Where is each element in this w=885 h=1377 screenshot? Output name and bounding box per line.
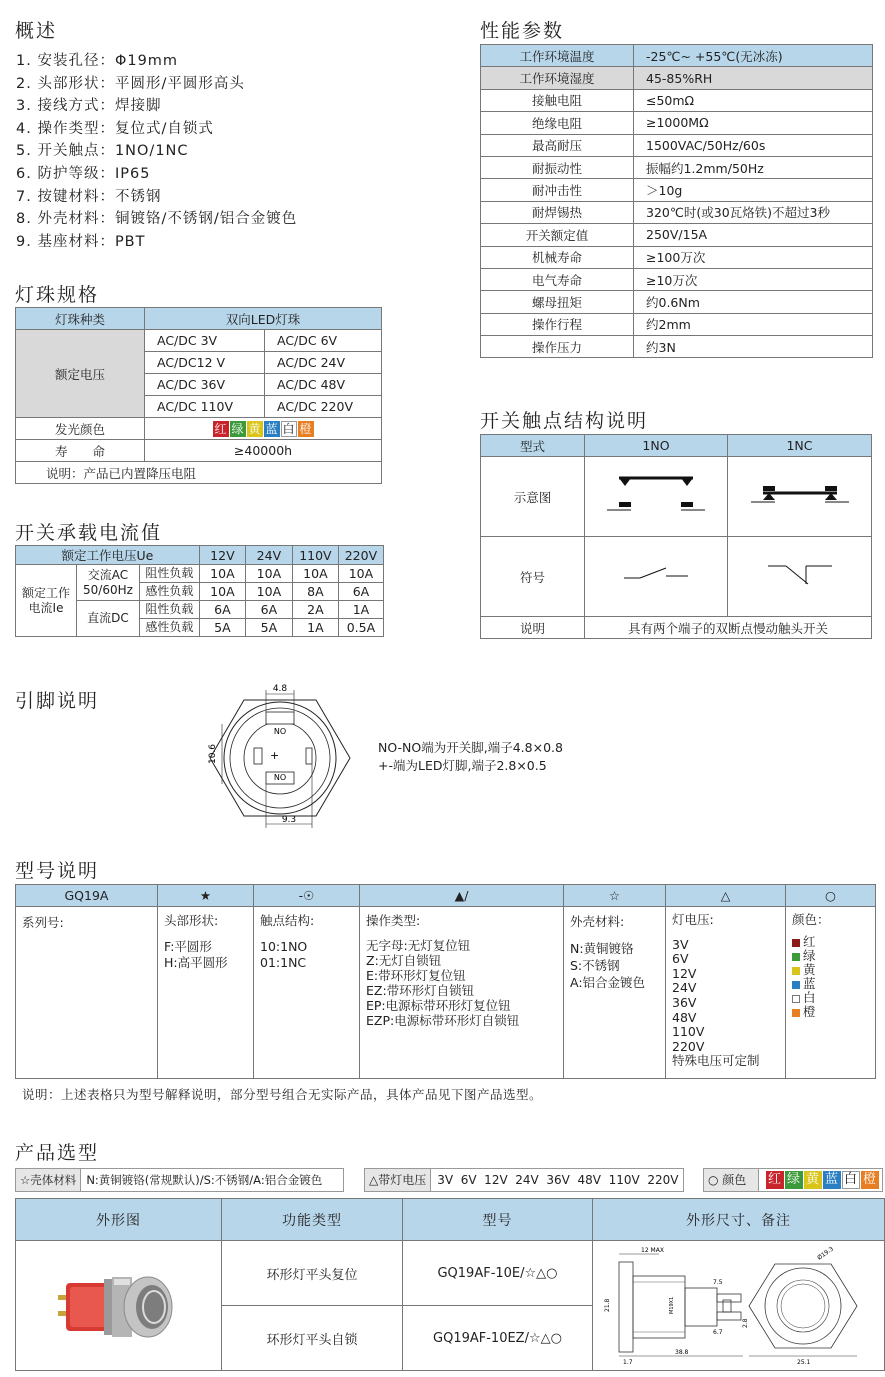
model-color-item: 黄 bbox=[803, 962, 816, 977]
current-cell: 10A bbox=[199, 565, 245, 583]
led-voltage: AC/DC 110V bbox=[145, 396, 265, 418]
model-color-item: 红 bbox=[803, 934, 816, 949]
led-title: 灯珠规格 bbox=[15, 284, 100, 306]
no-diagram bbox=[585, 457, 728, 537]
overview-item: 1. 安装孔径：Φ19mm bbox=[16, 53, 179, 69]
led-voltage: AC/DC 48V bbox=[265, 374, 382, 396]
performance-value: 约3N bbox=[634, 336, 873, 358]
led-table bbox=[15, 307, 382, 484]
model-head: ▲/ bbox=[360, 885, 564, 907]
current-col: 110V bbox=[292, 546, 338, 565]
nc-contact-diagram bbox=[745, 470, 855, 520]
performance-row bbox=[481, 268, 873, 290]
led-type-header: 灯珠种类 bbox=[16, 308, 145, 330]
no-symbol bbox=[585, 537, 728, 617]
voltage-filter-value: 3V 6V 12V 24V 36V 48V 110V 220V bbox=[437, 1173, 679, 1187]
performance-row bbox=[481, 201, 873, 223]
model-head-shape-label: 头部形状: bbox=[164, 913, 219, 928]
contact-title: 开关触点结构说明 bbox=[480, 410, 649, 432]
led-voltage: AC/DC 3V bbox=[145, 330, 265, 352]
model-operation-item: Z:无灯自锁钮 bbox=[366, 953, 442, 968]
dim-193: Ø19.3 bbox=[816, 1245, 835, 1262]
dim-m19: M19X1 bbox=[669, 1296, 675, 1314]
performance-value: ≥10万次 bbox=[634, 268, 873, 290]
color-filter-label: ○ 颜色 bbox=[704, 1169, 759, 1191]
model-head: -☉ bbox=[254, 885, 360, 907]
current-title: 开关承载电流值 bbox=[15, 522, 163, 544]
model-contact-label: 触点结构: bbox=[260, 913, 315, 928]
shell-filter-value: N:黄铜镀铬(常规默认)/S:不锈钢/A:铝合金镀色 bbox=[86, 1173, 323, 1187]
model-operation-item: EZP:电源标带环形灯自锁钮 bbox=[366, 1013, 520, 1028]
product-func: 环形灯平头自锁 bbox=[222, 1306, 403, 1371]
color-chip-red: 红 bbox=[214, 421, 227, 436]
no-contact-diagram bbox=[601, 470, 711, 520]
performance-value: ＞10g bbox=[634, 179, 873, 201]
overview-item: 6. 防护等级：IP65 bbox=[16, 165, 151, 182]
dim-388: 38.8 bbox=[675, 1348, 689, 1356]
led-color-chips bbox=[145, 418, 382, 440]
product-photo bbox=[44, 1249, 194, 1359]
current-ind-label: 感性负载 bbox=[139, 583, 199, 601]
performance-key: 最高耐压 bbox=[481, 134, 634, 156]
performance-value: ≥100万次 bbox=[634, 246, 873, 268]
pin-dim-bottom: 9.3 bbox=[281, 815, 297, 825]
current-cell: 6A bbox=[338, 583, 383, 601]
model-color-item: 绿 bbox=[803, 948, 816, 963]
performance-key: 螺母扭矩 bbox=[481, 291, 634, 313]
current-cell: 0.5A bbox=[338, 619, 383, 637]
selection-title: 产品选型 bbox=[15, 1142, 100, 1164]
current-res-label: 阻性负载 bbox=[139, 565, 199, 583]
performance-value: 约2mm bbox=[634, 313, 873, 335]
current-col: 12V bbox=[199, 546, 245, 565]
performance-row bbox=[481, 89, 873, 111]
product-func: 环形灯平头复位 bbox=[222, 1241, 403, 1306]
model-color-item: 蓝 bbox=[803, 976, 816, 991]
performance-key: 工作环境湿度 bbox=[481, 67, 634, 89]
nc-diagram bbox=[728, 457, 872, 537]
model-color bbox=[786, 907, 876, 1079]
performance-key: 接触电阻 bbox=[481, 89, 634, 111]
overview-list bbox=[16, 50, 297, 253]
current-row-label: 额定工作电流Ie bbox=[16, 565, 77, 637]
performance-row bbox=[481, 156, 873, 178]
performance-value: 振幅约1.2mm/50Hz bbox=[634, 156, 873, 178]
selection-table bbox=[15, 1198, 885, 1371]
pins-title: 引脚说明 bbox=[15, 690, 100, 712]
model-lamp-voltage-item: 3V bbox=[672, 936, 689, 952]
performance-table bbox=[480, 44, 873, 358]
model-lamp-voltage-label: 灯电压: bbox=[672, 912, 714, 927]
performance-value: -25℃~ +55℃(无冰冻) bbox=[634, 45, 873, 67]
overview-item: 4. 操作类型：复位式/自锁式 bbox=[16, 120, 214, 137]
performance-key: 操作压力 bbox=[481, 336, 634, 358]
model-operation-item: 无字母:无灯复位钮 bbox=[366, 938, 471, 953]
current-cell: 10A bbox=[292, 565, 338, 583]
model-operation-item: E:带环形灯复位钮 bbox=[366, 968, 466, 983]
white-dot-icon bbox=[792, 995, 800, 1003]
performance-title: 性能参数 bbox=[480, 20, 565, 42]
contact-nc-header: 1NC bbox=[728, 435, 872, 457]
performance-key: 耐振动性 bbox=[481, 156, 634, 178]
color-chip-red: 红 bbox=[766, 1171, 784, 1189]
model-head: ☆ bbox=[564, 885, 666, 907]
model-lamp-voltage-item: 6V bbox=[672, 951, 689, 967]
contact-no-header: 1NO bbox=[585, 435, 728, 457]
current-res-label: 阻性负载 bbox=[139, 601, 199, 619]
dim-67: 6.7 bbox=[713, 1328, 723, 1336]
pin-dim-top: 4.8 bbox=[272, 684, 288, 694]
voltage-filter bbox=[364, 1168, 684, 1192]
model-head-shape-item: F:平圆形 bbox=[164, 939, 212, 954]
performance-row bbox=[481, 67, 873, 89]
current-cell: 10A bbox=[199, 583, 245, 601]
shell-filter-label: ☆壳体材料 bbox=[16, 1169, 81, 1191]
color-chip-orange: 橙 bbox=[299, 421, 312, 436]
voltage-filter-label: △带灯电压 bbox=[365, 1169, 431, 1191]
model-operation-item: EP:电源标带环形灯复位钮 bbox=[366, 998, 511, 1013]
current-col: 24V bbox=[245, 546, 292, 565]
model-color-item: 白 bbox=[803, 990, 816, 1005]
performance-key: 机械寿命 bbox=[481, 246, 634, 268]
current-cell: 6A bbox=[245, 601, 292, 619]
performance-value: ≥1000MΩ bbox=[634, 112, 873, 134]
model-shell-item: S:不锈钢 bbox=[570, 958, 620, 973]
yellow-dot-icon bbox=[792, 967, 800, 975]
model-contact bbox=[254, 907, 360, 1079]
pin-dim-left: 10.6 bbox=[208, 743, 218, 765]
current-cell: 5A bbox=[199, 619, 245, 637]
model-lamp-voltage-item: 220V bbox=[672, 1038, 705, 1054]
pin-plus: + bbox=[270, 749, 280, 762]
performance-row bbox=[481, 246, 873, 268]
model-operation-item: EZ:带环形灯自锁钮 bbox=[366, 983, 475, 998]
model-note: 说明：上述表格只为型号解释说明，部分型号组合无实际产品，具体产品见下图产品选型。 bbox=[22, 1087, 543, 1102]
model-head: GQ19A bbox=[16, 885, 158, 907]
current-cell: 10A bbox=[338, 565, 383, 583]
performance-key: 电气寿命 bbox=[481, 268, 634, 290]
current-cell: 1A bbox=[292, 619, 338, 637]
model-contact-item: 01:1NC bbox=[260, 955, 307, 970]
overview-title: 概述 bbox=[15, 20, 58, 42]
model-head: ★ bbox=[158, 885, 254, 907]
led-voltage-label: 额定电压 bbox=[16, 330, 145, 418]
led-voltage: AC/DC 24V bbox=[265, 352, 382, 374]
current-ac-label: 交流AC 50/60Hz bbox=[77, 565, 140, 601]
overview-item: 5. 开关触点：1NO/1NC bbox=[16, 143, 189, 160]
nc-symbol-icon bbox=[760, 560, 840, 590]
orange-dot-icon bbox=[792, 1009, 800, 1017]
performance-key: 耐冲击性 bbox=[481, 179, 634, 201]
led-voltage: AC/DC12 V bbox=[145, 352, 265, 374]
led-note: 说明：产品已内置降压电阻 bbox=[16, 462, 382, 484]
model-contact-item: 10:1NO bbox=[260, 939, 308, 954]
color-chip-yellow: 黄 bbox=[248, 421, 261, 436]
led-life-value: ≥40000h bbox=[145, 440, 382, 462]
dim-17: 1.7 bbox=[623, 1358, 633, 1366]
selection-head: 型号 bbox=[403, 1199, 593, 1241]
color-chip-orange: 橙 bbox=[861, 1171, 879, 1189]
model-head-shape bbox=[158, 907, 254, 1079]
model-operation-label: 操作类型: bbox=[366, 913, 421, 928]
contact-note-label: 说明 bbox=[481, 617, 585, 639]
led-voltage: AC/DC 36V bbox=[145, 374, 265, 396]
current-dc-label: 直流DC bbox=[77, 601, 140, 637]
pin-note-line: +-端为LED灯脚,端子2.8×0.5 bbox=[378, 758, 547, 773]
dimension-drawing-cell bbox=[593, 1241, 885, 1371]
model-series-label: 系列号: bbox=[22, 915, 64, 930]
performance-key: 绝缘电阻 bbox=[481, 112, 634, 134]
performance-row bbox=[481, 313, 873, 335]
color-chip-yellow: 黄 bbox=[804, 1171, 822, 1189]
model-lamp-voltage-item: 36V bbox=[672, 994, 697, 1010]
color-filter bbox=[703, 1168, 883, 1192]
performance-value: ≤50mΩ bbox=[634, 89, 873, 111]
selection-head: 功能类型 bbox=[222, 1199, 403, 1241]
performance-value: 约0.6Nm bbox=[634, 291, 873, 313]
red-dot-icon bbox=[792, 939, 800, 947]
pin-diagram bbox=[200, 680, 360, 830]
contact-type-header: 型式 bbox=[481, 435, 585, 457]
model-lamp-voltage-item: 特殊电压可定制 bbox=[672, 1053, 760, 1069]
green-dot-icon bbox=[792, 953, 800, 961]
performance-value: 45-85%RH bbox=[634, 67, 873, 89]
overview-item: 9. 基座材料：PBT bbox=[16, 233, 146, 250]
model-shell-item: N:黄铜镀铬 bbox=[570, 941, 634, 956]
model-lamp-voltage-item: 48V bbox=[672, 1009, 697, 1025]
current-cell: 8A bbox=[292, 583, 338, 601]
model-shell-item: A:铝合金镀色 bbox=[570, 975, 646, 990]
performance-row bbox=[481, 134, 873, 156]
model-series bbox=[16, 907, 158, 1079]
model-title: 型号说明 bbox=[15, 860, 100, 882]
product-photo-cell bbox=[16, 1241, 222, 1371]
color-chip-white: 白 bbox=[282, 421, 295, 436]
performance-row bbox=[481, 45, 873, 67]
performance-row bbox=[481, 336, 873, 358]
overview-item: 7. 按键材料：不锈钢 bbox=[16, 188, 162, 205]
current-cell: 10A bbox=[245, 583, 292, 601]
current-voltage-header: 额定工作电压Ue bbox=[16, 546, 200, 565]
current-ind-label: 感性负载 bbox=[139, 619, 199, 637]
performance-row bbox=[481, 179, 873, 201]
model-lamp-voltage bbox=[666, 907, 786, 1079]
overview-item: 8. 外壳材料：铜镀铬/不锈钢/铝合金镀色 bbox=[16, 211, 298, 228]
performance-value: 250V/15A bbox=[634, 224, 873, 246]
product-model: GQ19AF-10EZ/☆△○ bbox=[403, 1306, 593, 1371]
led-voltage: AC/DC 220V bbox=[265, 396, 382, 418]
led-bidir-header: 双向LED灯珠 bbox=[145, 308, 382, 330]
performance-row bbox=[481, 112, 873, 134]
contact-symbol-label: 符号 bbox=[481, 537, 585, 617]
selection-head: 外形尺寸、备注 bbox=[593, 1199, 885, 1241]
color-chip-green: 绿 bbox=[785, 1171, 803, 1189]
model-color-item: 橙 bbox=[803, 1004, 816, 1019]
pin-no-top: NO bbox=[273, 727, 287, 736]
dim-218: 21.8 bbox=[604, 1298, 611, 1312]
led-voltage: AC/DC 6V bbox=[265, 330, 382, 352]
current-cell: 5A bbox=[245, 619, 292, 637]
dim-12max: 12 MAX bbox=[641, 1246, 664, 1254]
current-cell: 6A bbox=[199, 601, 245, 619]
model-operation bbox=[360, 907, 564, 1079]
product-model: GQ19AF-10E/☆△○ bbox=[403, 1241, 593, 1306]
led-color-label: 发光颜色 bbox=[16, 418, 145, 440]
color-chip-blue: 蓝 bbox=[823, 1171, 841, 1189]
pin-no-bottom: NO bbox=[273, 773, 287, 782]
pin-notes bbox=[378, 739, 563, 775]
color-chip-green: 绿 bbox=[231, 421, 244, 436]
nc-symbol bbox=[728, 537, 872, 617]
selection-head: 外形图 bbox=[16, 1199, 222, 1241]
model-shell-label: 外壳材料: bbox=[570, 914, 625, 929]
model-head-shape-item: H:高平圆形 bbox=[164, 955, 228, 970]
blue-dot-icon bbox=[792, 981, 800, 989]
current-cell: 10A bbox=[245, 565, 292, 583]
shell-filter bbox=[15, 1168, 344, 1192]
model-lamp-voltage-item: 110V bbox=[672, 1024, 705, 1040]
dim-251: 25.1 bbox=[797, 1358, 811, 1366]
performance-key: 工作环境温度 bbox=[481, 45, 634, 67]
no-symbol-icon bbox=[616, 560, 696, 590]
pin-note-line: NO-NO端为开关脚,端子4.8×0.8 bbox=[378, 740, 563, 755]
performance-row bbox=[481, 291, 873, 313]
model-table bbox=[15, 884, 876, 1079]
performance-row bbox=[481, 224, 873, 246]
color-chip-white: 白 bbox=[842, 1171, 860, 1189]
led-life-label: 寿 命 bbox=[16, 440, 145, 462]
overview-item: 3. 接线方式：焊接脚 bbox=[16, 98, 162, 115]
model-head: △ bbox=[666, 885, 786, 907]
current-cell: 2A bbox=[292, 601, 338, 619]
model-lamp-voltage-item: 12V bbox=[672, 965, 697, 981]
overview-item: 2. 头部形状：平圆形/平圆形高头 bbox=[16, 75, 245, 92]
performance-key: 开关额定值 bbox=[481, 224, 634, 246]
color-chip-blue: 蓝 bbox=[265, 421, 278, 436]
contact-diagram-label: 示意图 bbox=[481, 457, 585, 537]
performance-value: 320℃时(或30瓦烙铁)不超过3秒 bbox=[634, 201, 873, 223]
performance-key: 操作行程 bbox=[481, 313, 634, 335]
model-head: ○ bbox=[786, 885, 876, 907]
dim-75: 7.5 bbox=[713, 1278, 723, 1286]
contact-table bbox=[480, 434, 872, 639]
model-shell bbox=[564, 907, 666, 1079]
current-cell: 1A bbox=[338, 601, 383, 619]
contact-note: 具有两个端子的双断点慢动触头开关 bbox=[585, 617, 872, 639]
dim-28: 2.8 bbox=[742, 1317, 749, 1328]
performance-value: 1500VAC/50Hz/60s bbox=[634, 134, 873, 156]
current-col: 220V bbox=[338, 546, 383, 565]
current-table bbox=[15, 545, 384, 637]
model-color-label: 颜色： bbox=[792, 912, 830, 927]
performance-key: 耐焊锡热 bbox=[481, 201, 634, 223]
dimension-drawing bbox=[597, 1242, 867, 1367]
model-lamp-voltage-item: 24V bbox=[672, 980, 697, 996]
